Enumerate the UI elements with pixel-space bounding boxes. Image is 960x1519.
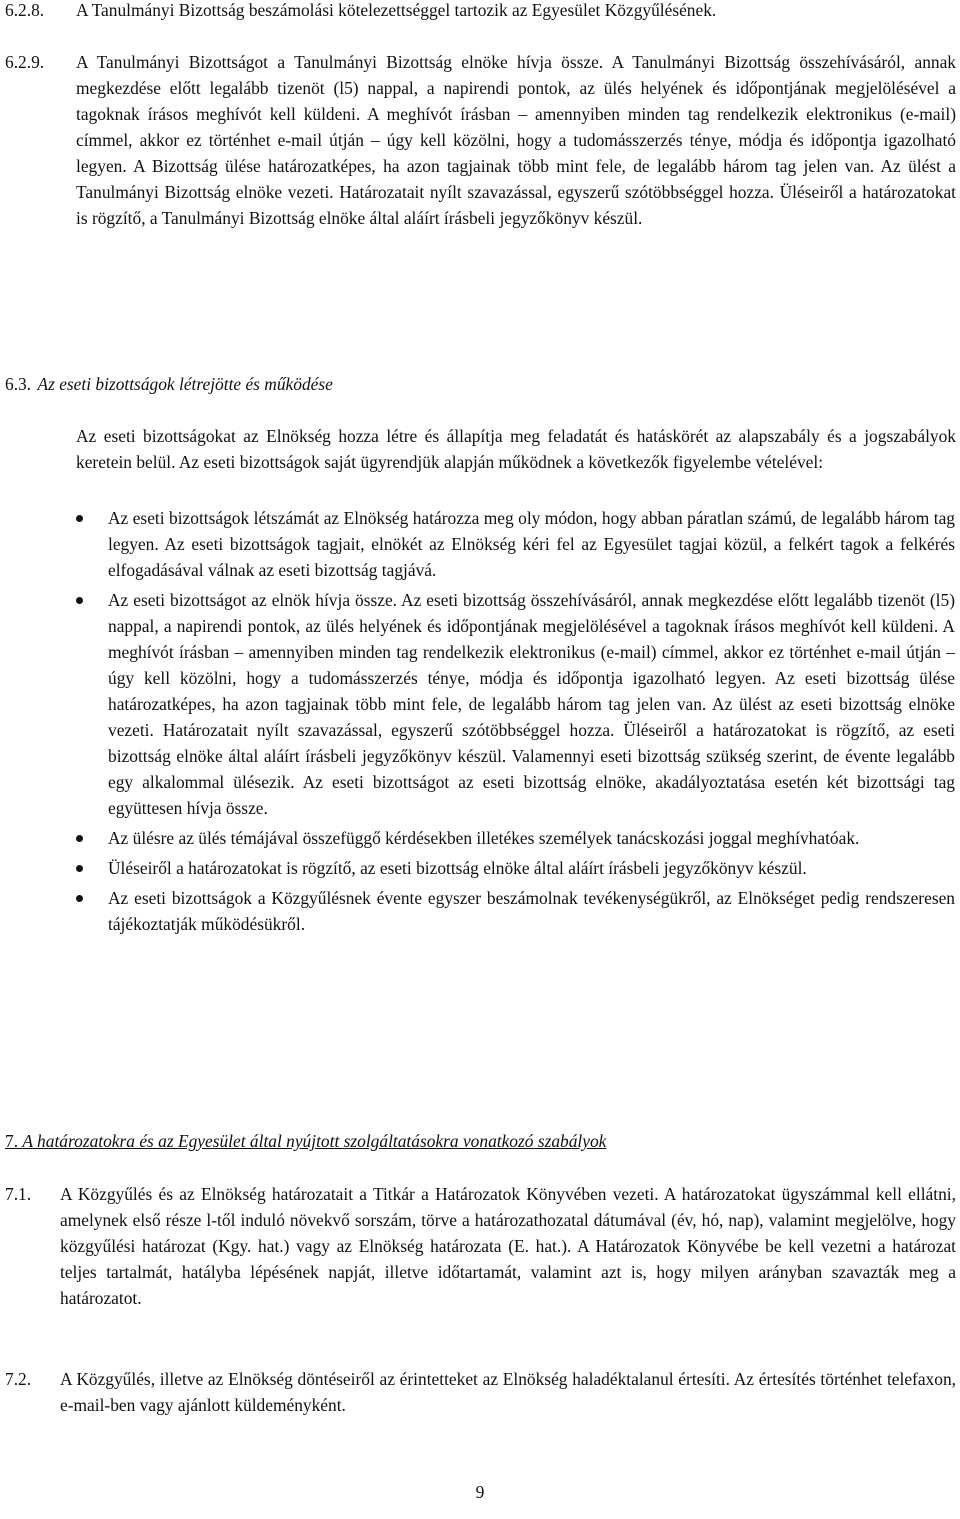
section-number-6-2-9: 6.2.9.: [5, 52, 45, 72]
section-6-3-title: Az eseti bizottságok létrejötte és működése: [37, 374, 333, 394]
bullet-icon: [76, 835, 83, 842]
section-7-heading: [5, 1128, 606, 1154]
bullet-icon: [76, 865, 83, 872]
section-6-2-9-text: A Tanulmányi Bizottságot a Tanulmányi Bizottság elnöke hívja össze. A Tanulmányi Bizottság összehívásáról, annak megkezdése előtt legalább tizenöt (l5) nappal, a napirendi pontok, az ülés helyének és időpontjának megjelölésével a tagoknak írásos meghívót kell küldeni. A meghívót írásban – amennyiben minden tag rendelkezik elektronikus (e-mail) címmel, akkor ez történhet e-mail útján – úgy kell közölni, hogy a tudomásszerzés ténye, módja és időpontja igazolható legyen. A Bizottság ülése határozatképes, ha azon tagjainak több mint fele, de legalább három tag jelen van. Az ülést a Tanulmányi Bizottság elnöke vezeti. Határozatait nyílt szavazással, egyszerű szótöbbséggel hozza. Üléseiről a határozatokat is rögzítő, a Tanulmányi Bizottság elnöke által aláírt írásbeli jegyzőkönyv készül.: [76, 52, 956, 228]
bullet-icon: [76, 515, 83, 522]
list-item: [70, 587, 955, 821]
section-6-3-intro: Az eseti bizottságokat az Elnökség hozza létre és állapítja meg feladatát és hatáskörét az alapszabály és a jogszabályok keretein belül. Az eseti bizottságok saját ügyrendjük alapján működnek a következők figyelembe vételével:: [76, 426, 956, 472]
section-number-7-2: 7.2.: [5, 1369, 32, 1389]
section-7-1-text: A Közgyűlés és az Elnökség határozatait a Titkár a Határozatok Könyvében vezeti. A határozatokat ügyszámmal kell ellátni, amelynek első része l-től induló növekvő sorszám, törve a határozathozatal dátumával (év, hó, nap), valamint megjelölve, hogy közgyűlési határozat (Kgy. hat.) vagy az Elnökség határozata (E. hat.). A Határozatok Könyvébe be kell vezetni a határozat teljes tartalmát, hatályba lépésének napját, illetve időtartamát, valamint azt is, hogy milyen arányban szavazták meg a határozatot.: [60, 1184, 956, 1308]
list-item: [70, 825, 955, 851]
list-item: [70, 505, 955, 583]
page-number: 9: [475, 1482, 485, 1502]
section-number-6-2-8: 6.2.8.: [5, 0, 45, 20]
section-7-title: A határozatokra és az Egyesület által nyújtott szolgáltatásokra vonatkozó szabályok: [22, 1131, 607, 1151]
bullet-icon: [76, 597, 83, 604]
bullet-icon: [76, 895, 83, 902]
section-6-2-8-text: A Tanulmányi Bizottság beszámolási kötelezettséggel tartozik az Egyesület Közgyűlésének.: [76, 0, 717, 20]
section-6-3-heading: [5, 371, 333, 397]
list-item-text: Az eseti bizottságok létszámát az Elnökség határozza meg oly módon, hogy abban páratlan számú, de legalább három tag legyen. Az eseti bizottságok tagjait, elnökét az Elnökség kéri fel az Egyesület tagjai közül, a felkért tagok a felkérés elfogadásával válnak az eseti bizottság tagjává.: [108, 508, 955, 580]
section-number-6-3: 6.3.: [5, 374, 32, 394]
bullet-list: [70, 505, 955, 941]
list-item-text: Üléseiről a határozatokat is rögzítő, az eseti bizottság elnöke által aláírt írásbeli jegyzőkönyv készül.: [108, 858, 807, 878]
section-number-7: 7.: [5, 1131, 19, 1151]
section-number-7-1: 7.1.: [5, 1184, 32, 1204]
list-item: [70, 885, 955, 937]
list-item: [70, 855, 955, 881]
list-item-text: Az eseti bizottságok a Közgyűlésnek évente egyszer beszámolnak tevékenységükről, az Elnökséget pedig rendszeresen tájékoztatják működésükről.: [108, 888, 955, 934]
list-item-text: Az ülésre az ülés témájával összefüggő kérdésekben illetékes személyek tanácskozási joggal meghívhatóak.: [108, 828, 860, 848]
section-7-2-text: A Közgyűlés, illetve az Elnökség döntéseiről az érintetteket az Elnökség haladéktalanul értesíti. Az értesítés történhet telefaxon, e-mail-ben vagy ajánlott küldeményként.: [60, 1369, 956, 1415]
list-item-text: Az eseti bizottságot az elnök hívja össze. Az eseti bizottság összehívásáról, annak megkezdése előtt legalább tizenöt (l5) nappal, a napirendi pontok, az ülés helyének és időpontjának megjelölésével a tagoknak írásos meghívót kell küldeni. A meghívót írásban – amennyiben minden tag rendelkezik elektronikus (e-mail) címmel, akkor ez történhet e-mail útján – úgy kell közölni, hogy a tudomásszerzés ténye, módja és időpontja igazolható legyen. Az eseti bizottság ülése határozatképes, ha azon tagjainak több mint fele, de legalább három tag jelen van. Az ülést az eseti bizottság elnöke vezeti. Határozatait nyílt szavazással, egyszerű szótöbbséggel hozza. Üléseiről a határozatokat is rögzítő, az eseti bizottság elnöke által aláírt írásbeli jegyzőkönyv készül. Valamennyi eseti bizottság szükség szerint, de évente legalább egy alkalommal ülésezik. Az eseti bizottságot az eseti bizottság elnöke, akadályoztatása esetén két bizottsági tag együttesen hívja össze.: [108, 590, 955, 818]
